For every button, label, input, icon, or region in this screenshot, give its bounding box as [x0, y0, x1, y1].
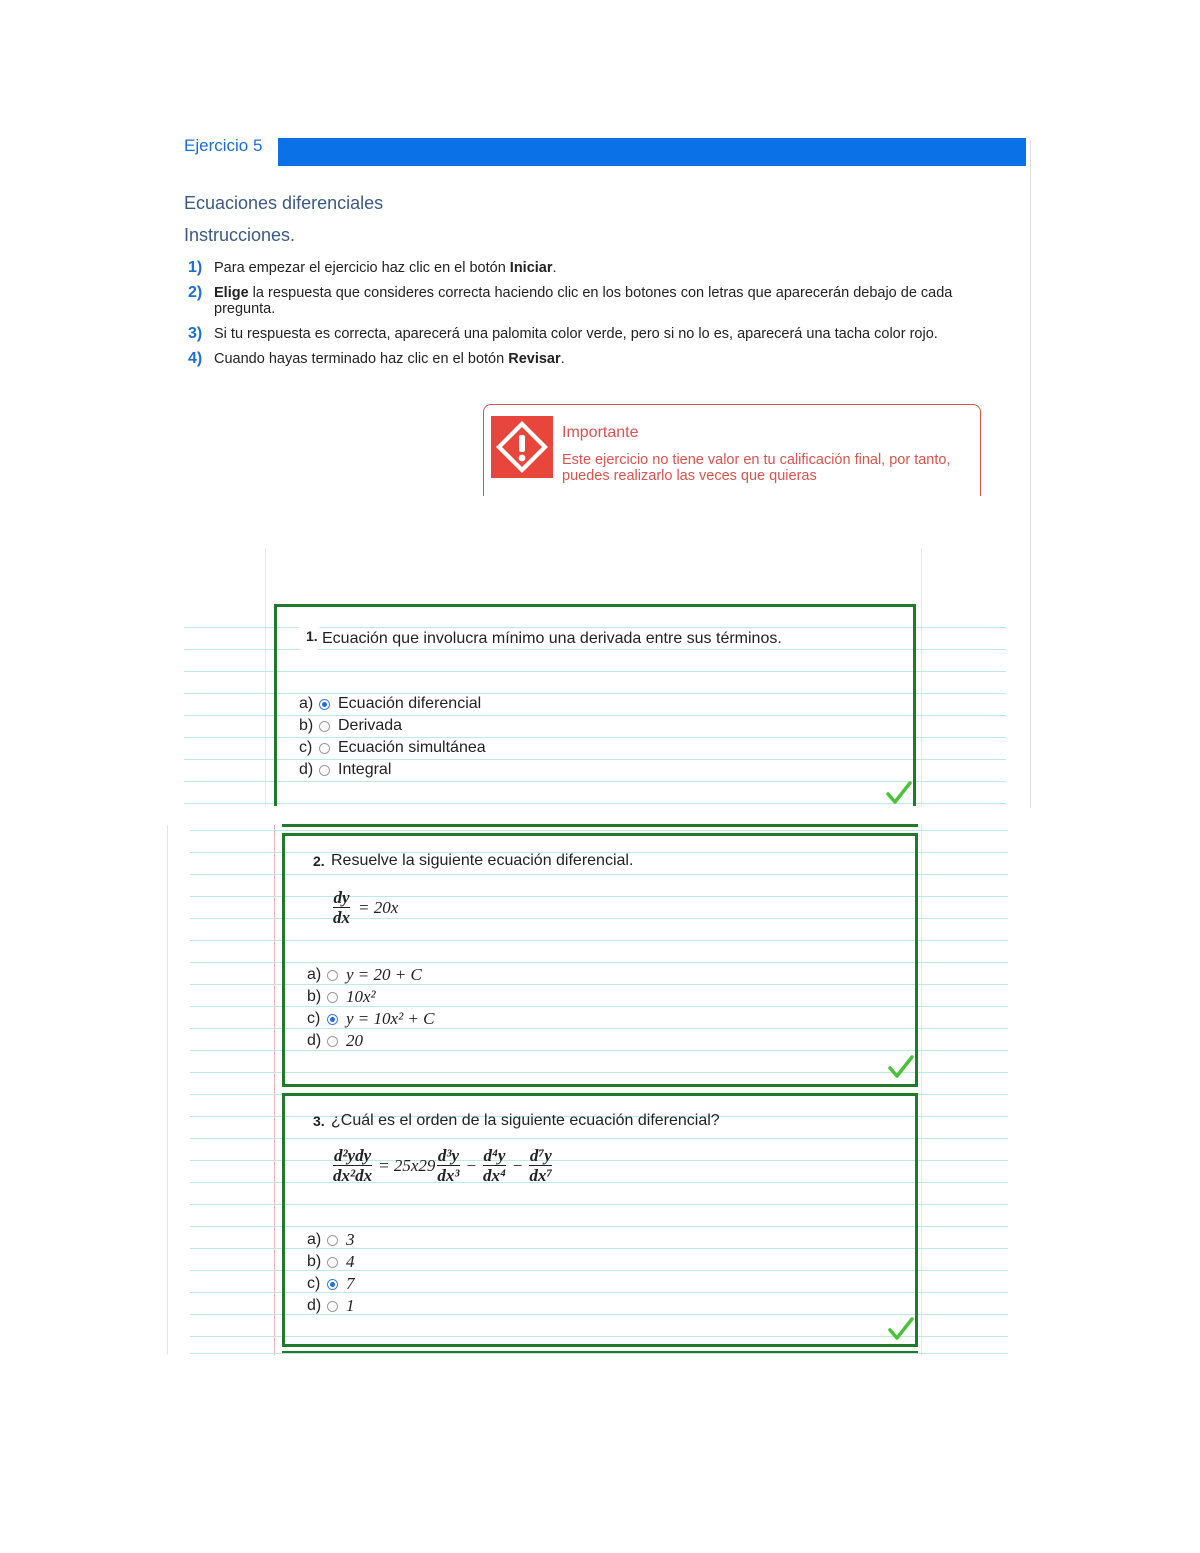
answer-options — [299, 693, 486, 781]
exercise-title: Ejercicio 5 — [184, 136, 263, 155]
radio-button[interactable] — [319, 699, 330, 710]
question-text: Resuelve la siguiente ecuación diferencial. — [331, 852, 634, 869]
step-number: 4) — [188, 350, 203, 367]
option-c[interactable]: c) Ecuación simultánea — [299, 739, 486, 756]
divider — [282, 824, 918, 827]
notice-text: Este ejercicio no tiene valor en tu calificación final, por tanto, puedes realizarlo las veces que quieras — [562, 452, 951, 484]
step-text: Cuando hayas terminado haz clic en el botón Revisar. — [214, 351, 565, 367]
notice-title: Importante — [562, 424, 639, 441]
sheet-border-left — [167, 825, 168, 1355]
radio-button[interactable] — [327, 1235, 338, 1246]
instruction-step — [188, 326, 998, 342]
instructions-list — [188, 260, 998, 376]
exercise-title-bar — [278, 138, 1026, 166]
radio-button[interactable] — [327, 970, 338, 981]
answer-options — [307, 1229, 355, 1317]
option-d[interactable]: d) 20 — [307, 1031, 363, 1050]
equation: $\frac{\text{d²ydy}}{\text{dx²dx}}$ = 25x29 $\frac{\text{d³y}}{\text{dx³}}$ − $\frac{\text{d⁴y}}{\text{dx⁴}}$ − $\frac{\text{d⁷y}}{\text{dx⁷}}$ — [333, 1146, 553, 1185]
step-text: Para empezar el ejercicio haz clic en el botón Iniciar. — [214, 260, 557, 276]
page-subtitle: Ecuaciones diferenciales — [184, 193, 384, 213]
option-b[interactable]: b) 4 — [307, 1252, 355, 1271]
radio-button[interactable] — [327, 1257, 338, 1268]
instruction-step — [188, 260, 998, 276]
check-icon — [888, 1054, 914, 1080]
option-a[interactable]: a) y = 20 + C — [307, 965, 422, 984]
option-a[interactable]: a) Ecuación diferencial — [299, 695, 482, 712]
answer-options — [307, 964, 434, 1052]
divider — [282, 1351, 918, 1353]
radio-button[interactable] — [319, 765, 330, 776]
option-d[interactable]: d) Integral — [299, 761, 392, 778]
radio-button[interactable] — [327, 1301, 338, 1312]
option-c[interactable]: c) y = 10x² + C — [307, 1009, 435, 1028]
step-text: Si tu respuesta es correcta, aparecerá una palomita color verde, pero si no lo es, aparecerá una tacha color rojo. — [214, 326, 938, 342]
radio-button[interactable] — [327, 1036, 338, 1047]
step-number: 1) — [188, 259, 203, 276]
page-border-right — [1030, 140, 1031, 808]
question-number: 3. — [313, 1113, 325, 1129]
instruction-step — [188, 285, 998, 317]
question-number: 2. — [313, 853, 325, 869]
radio-button[interactable] — [327, 1014, 338, 1025]
radio-button[interactable] — [327, 1279, 338, 1290]
option-a[interactable]: a) 3 — [307, 1230, 355, 1249]
option-c[interactable]: c) 7 — [307, 1274, 355, 1293]
option-d[interactable]: d) 1 — [307, 1296, 355, 1315]
check-icon — [886, 780, 912, 806]
question-text: Ecuación que involucra mínimo una derivada entre sus términos. — [322, 630, 782, 647]
step-number: 3) — [188, 325, 203, 342]
radio-button[interactable] — [327, 992, 338, 1003]
step-text: Elige la respuesta que consideres correcta haciendo clic en los botones con letras que aparecerán debajo de cada pregunta. — [214, 285, 953, 317]
instruction-step — [188, 351, 998, 367]
radio-button[interactable] — [319, 721, 330, 732]
question-card — [282, 1093, 918, 1347]
radio-button[interactable] — [319, 743, 330, 754]
question-text: ¿Cuál es el orden de la siguiente ecuación diferencial? — [331, 1112, 720, 1129]
step-number: 2) — [188, 284, 203, 301]
check-icon — [888, 1316, 914, 1342]
option-b[interactable]: b) Derivada — [299, 717, 403, 734]
instructions-heading: Instrucciones. — [184, 225, 296, 245]
equation: $\frac{dy}{dx}$ = 20x — [333, 888, 399, 927]
option-b[interactable]: b) 10x² — [307, 987, 376, 1006]
question-number: 1. — [306, 628, 318, 644]
alert-icon — [491, 416, 553, 478]
